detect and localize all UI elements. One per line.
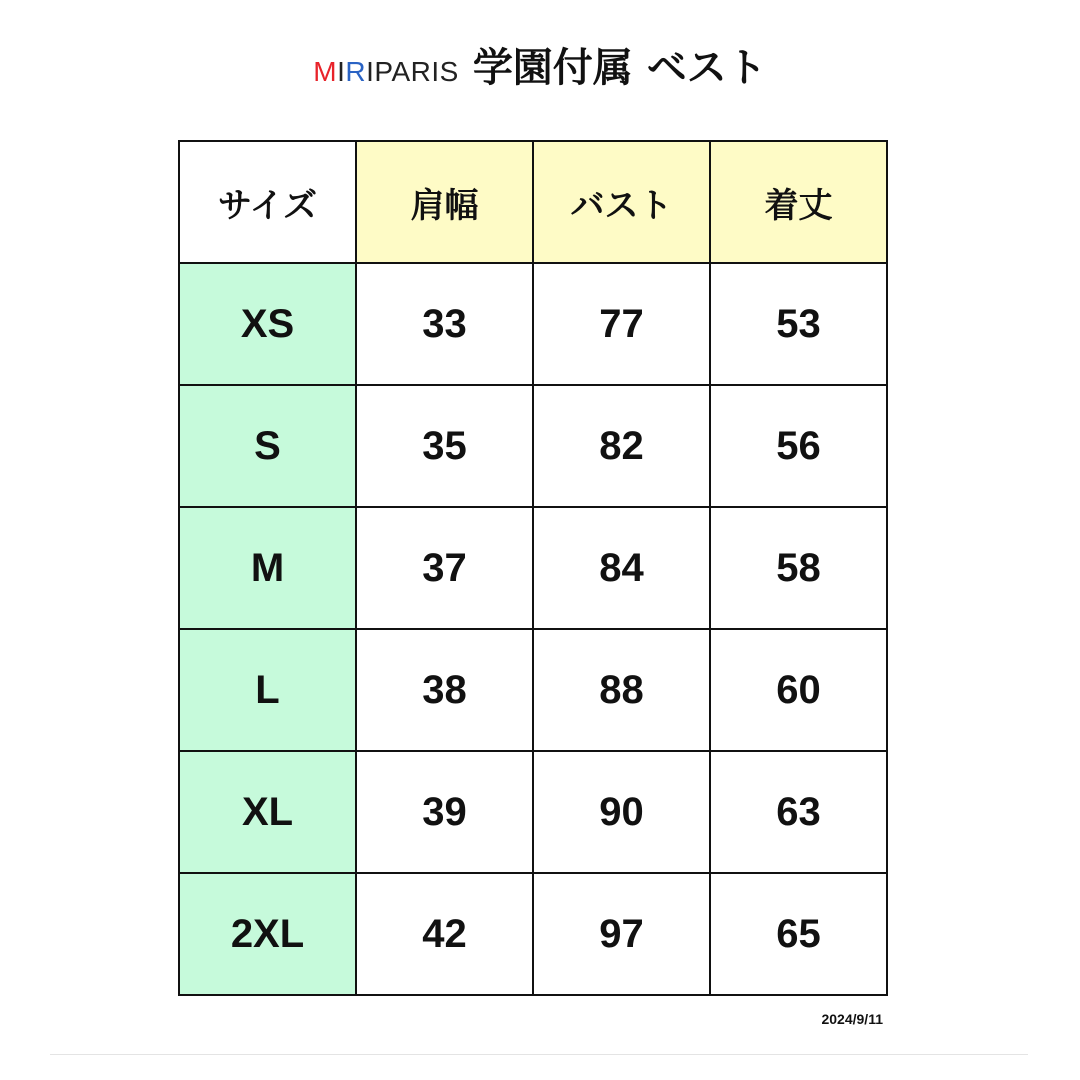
length-value: 58 <box>710 507 887 629</box>
brand-letter-m: M <box>313 56 338 87</box>
date-stamp: 2024/9/11 <box>821 1011 883 1027</box>
size-label: 2XL <box>179 873 356 995</box>
header-row <box>179 141 887 263</box>
shoulder-width-value: 33 <box>356 263 533 385</box>
shoulder-width-value: 37 <box>356 507 533 629</box>
size-chart-table <box>178 140 888 996</box>
length-value: 60 <box>710 629 887 751</box>
header-size: サイズ <box>179 141 356 263</box>
bust-value: 90 <box>533 751 710 873</box>
length-value: 56 <box>710 385 887 507</box>
header-bust: バスト <box>533 141 710 263</box>
shoulder-width-value: 42 <box>356 873 533 995</box>
shoulder-width-value: 38 <box>356 629 533 751</box>
header-length: 着丈 <box>710 141 887 263</box>
divider <box>50 1054 1028 1055</box>
page-title <box>0 38 1080 106</box>
shoulder-width-value: 35 <box>356 385 533 507</box>
header-shoulder-width: 肩幅 <box>356 141 533 263</box>
length-value: 65 <box>710 873 887 995</box>
brand-letter-i: I <box>337 56 346 87</box>
bust-value: 88 <box>533 629 710 751</box>
brand-rest: IPARIS <box>366 56 459 87</box>
bust-value: 82 <box>533 385 710 507</box>
table-row <box>179 385 887 507</box>
table-row <box>179 263 887 385</box>
size-label: XS <box>179 263 356 385</box>
bust-value: 97 <box>533 873 710 995</box>
table-row <box>179 629 887 751</box>
table-row <box>179 507 887 629</box>
length-value: 63 <box>710 751 887 873</box>
size-label: M <box>179 507 356 629</box>
shoulder-width-value: 39 <box>356 751 533 873</box>
table-row <box>179 751 887 873</box>
size-label: XL <box>179 751 356 873</box>
brand-letter-r: R <box>345 56 367 87</box>
table-row <box>179 873 887 995</box>
bust-value: 77 <box>533 263 710 385</box>
bust-value: 84 <box>533 507 710 629</box>
size-label: L <box>179 629 356 751</box>
length-value: 53 <box>710 263 887 385</box>
product-title: 学園付属 ベスト <box>472 45 767 91</box>
brand-logo <box>313 56 459 87</box>
size-label: S <box>179 385 356 507</box>
